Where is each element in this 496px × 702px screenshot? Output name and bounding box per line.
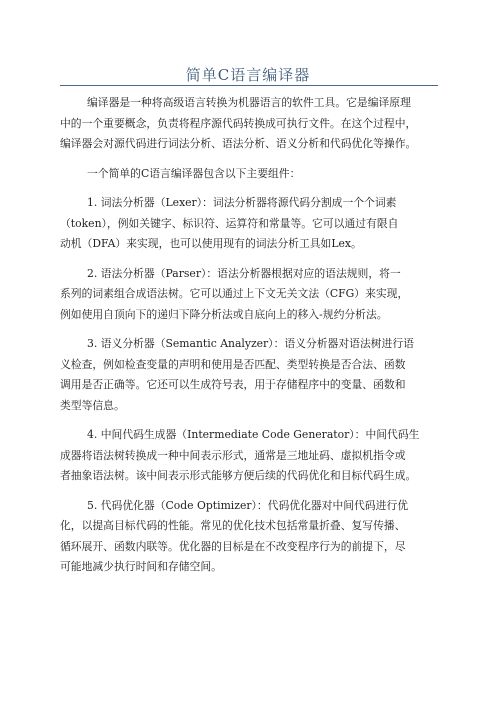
- title-divider: [60, 85, 438, 86]
- text-line: 义检查，例如检查变量的声明和使用是否匹配、类型转换是否合法、函数: [60, 357, 406, 371]
- text-line: 调用是否正确等。它还可以生成符号表，用于存储程序中的变量、函数和: [60, 378, 406, 391]
- text-line: 4. 中间代码生成器（Intermediate Code Generator）：中间代码生: [87, 428, 420, 441]
- text-line: 类型等信息。: [60, 398, 125, 412]
- paragraph-intro: [60, 93, 440, 155]
- document-title: 简单C语言编译器: [185, 66, 311, 84]
- text-line: 1. 词法分析器（Lexer）：词法分析器将源代码分割成一个个词素: [87, 196, 397, 209]
- text-line: 可能地减少执行时间和存储空间。: [60, 560, 222, 573]
- text-line: 动机（DFA）来实现，也可以使用现有的词法分析工具如Lex。: [60, 237, 362, 250]
- text-line: 3. 语义分析器（Semantic Analyzer）：语义分析器对语法树进行语: [87, 337, 414, 350]
- paragraph-lexer: [60, 193, 440, 255]
- paragraph-components-intro: [60, 164, 440, 185]
- text-line: 化，以提高目标代码的性能。常见的优化技术包括常量折叠、复写传播、: [60, 519, 406, 532]
- text-line: 2. 语法分析器（Parser）：语法分析器根据对应的语法规则，将一: [87, 266, 401, 280]
- text-line: 系列的词素组合成语法树。它可以通过上下文无关文法（CFG）来实现，: [60, 287, 409, 300]
- text-line: 中的一个重要概念，负责将程序源代码转换成可执行文件。在这个过程中，: [60, 116, 417, 130]
- text-line: 者抽象语法树。该中间表示形式能够方便后续的代码优化和目标代码生成。: [60, 469, 417, 482]
- text-line: 编译器是一种将高级语言转换为机器语言的软件工具。它是编译原理: [87, 96, 411, 109]
- text-line: 5. 代码优化器（Code Optimizer）：代码优化器对中间代码进行优: [87, 498, 409, 512]
- text-line: （token），例如关键字、标识符、运算符和常量等。它可以通过有限自: [60, 216, 399, 230]
- paragraph-parser: [60, 264, 440, 326]
- paragraph-code-optimizer: [60, 496, 440, 578]
- text-line: 例如使用自顶向下的递归下降分析法或自底向上的移入-规约分析法。: [60, 307, 388, 321]
- paragraph-semantic-analyzer: [60, 334, 440, 416]
- text-line: 循环展开、函数内联等。优化器的目标是在不改变程序行为的前提下，尽: [60, 539, 406, 553]
- text-line: 成器将语法树转换成一种中间表示形式，通常是三地址码、虚拟机指令或: [60, 448, 406, 462]
- text-line: 一个简单的C语言编译器包含以下主要组件：: [87, 166, 301, 180]
- paragraph-intermediate-code: [60, 425, 440, 487]
- text-line: 编译器会对源代码进行词法分析、语法分析、语义分析和代码优化等操作。: [60, 137, 417, 150]
- document-body: [60, 93, 440, 587]
